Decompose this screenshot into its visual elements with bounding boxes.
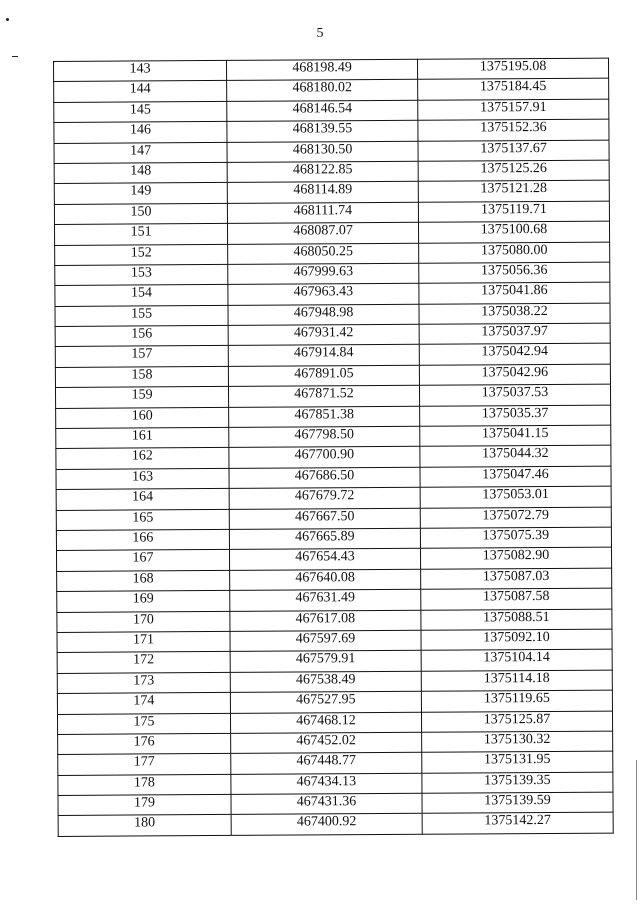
y-coordinate-cell: 1375119.65 [421, 690, 612, 712]
y-coordinate-cell: 1375131.95 [422, 751, 613, 773]
point-number-cell: 146 [54, 122, 227, 143]
y-coordinate-cell: 1375041.86 [419, 282, 610, 304]
point-number-cell: 158 [55, 366, 228, 387]
y-coordinate-cell: 1375195.08 [417, 58, 608, 80]
x-coordinate-cell: 468114.89 [227, 182, 418, 204]
x-coordinate-cell: 468130.50 [227, 141, 418, 163]
y-coordinate-cell: 1375184.45 [418, 78, 609, 100]
point-number-cell: 167 [56, 550, 229, 571]
y-coordinate-cell: 1375042.96 [419, 364, 610, 386]
point-number-cell: 161 [56, 427, 229, 448]
x-coordinate-cell: 467999.63 [228, 263, 419, 285]
y-coordinate-cell: 1375087.03 [421, 568, 612, 590]
x-coordinate-cell: 467914.84 [228, 345, 419, 367]
y-coordinate-cell: 1375104.14 [421, 649, 612, 671]
point-number-cell: 154 [55, 285, 228, 306]
x-coordinate-cell: 467851.38 [229, 406, 420, 428]
y-coordinate-cell: 1375087.58 [421, 588, 612, 610]
x-coordinate-cell: 467963.43 [228, 284, 419, 306]
point-number-cell: 179 [58, 794, 231, 815]
point-number-cell: 149 [54, 183, 227, 204]
x-coordinate-cell: 467665.89 [229, 528, 420, 550]
y-coordinate-cell: 1375142.27 [422, 813, 613, 835]
y-coordinate-cell: 1375088.51 [421, 609, 612, 631]
x-coordinate-cell: 467640.08 [230, 569, 421, 591]
point-number-cell: 145 [54, 101, 227, 122]
coordinates-table-body [54, 58, 614, 836]
x-coordinate-cell: 467617.08 [230, 610, 421, 632]
x-coordinate-cell: 467631.49 [230, 589, 421, 611]
x-coordinate-cell: 467798.50 [229, 426, 420, 448]
y-coordinate-cell: 1375044.32 [420, 446, 611, 468]
y-coordinate-cell: 1375100.68 [418, 221, 609, 243]
x-coordinate-cell: 467538.49 [230, 671, 421, 693]
scan-edge-mark [636, 760, 637, 900]
point-number-cell: 169 [57, 591, 230, 612]
point-number-cell: 172 [57, 652, 230, 673]
y-coordinate-cell: 1375080.00 [419, 242, 610, 264]
coordinates-table-wrapper [53, 58, 614, 837]
x-coordinate-cell: 467579.91 [230, 651, 421, 673]
y-coordinate-cell: 1375082.90 [420, 547, 611, 569]
y-coordinate-cell: 1375075.39 [420, 527, 611, 549]
y-coordinate-cell: 1375056.36 [419, 262, 610, 284]
y-coordinate-cell: 1375037.53 [419, 384, 610, 406]
point-number-cell: 153 [55, 264, 228, 285]
y-coordinate-cell: 1375125.87 [421, 711, 612, 733]
x-coordinate-cell: 467686.50 [229, 467, 420, 489]
point-number-cell: 160 [56, 407, 229, 428]
point-number-cell: 166 [56, 529, 229, 550]
page-number: 5 [316, 26, 324, 41]
y-coordinate-cell: 1375130.32 [422, 731, 613, 753]
point-number-cell: 180 [58, 815, 231, 836]
x-coordinate-cell: 467871.52 [228, 386, 419, 408]
point-number-cell: 162 [56, 448, 229, 469]
x-coordinate-cell: 467679.72 [229, 487, 420, 509]
x-coordinate-cell: 468198.49 [226, 59, 417, 81]
y-coordinate-cell: 1375092.10 [421, 629, 612, 651]
x-coordinate-cell: 468122.85 [227, 161, 418, 183]
table-row [58, 813, 613, 837]
x-coordinate-cell: 467400.92 [231, 814, 422, 836]
y-coordinate-cell: 1375125.26 [418, 160, 609, 182]
point-number-cell: 159 [55, 387, 228, 408]
point-number-cell: 165 [56, 509, 229, 530]
point-number-cell: 144 [54, 81, 227, 102]
x-coordinate-cell: 467448.77 [231, 753, 422, 775]
point-number-cell: 152 [55, 244, 228, 265]
y-coordinate-cell: 1375047.46 [420, 466, 611, 488]
x-coordinate-cell: 467452.02 [231, 732, 422, 754]
y-coordinate-cell: 1375037.97 [419, 323, 610, 345]
y-coordinate-cell: 1375152.36 [418, 119, 609, 141]
x-coordinate-cell: 467891.05 [228, 365, 419, 387]
point-number-cell: 143 [54, 60, 227, 81]
point-number-cell: 163 [56, 468, 229, 489]
y-coordinate-cell: 1375121.28 [418, 180, 609, 202]
x-coordinate-cell: 467931.42 [228, 324, 419, 346]
x-coordinate-cell: 468087.07 [227, 222, 418, 244]
point-number-cell: 164 [56, 489, 229, 510]
x-coordinate-cell: 467700.90 [229, 447, 420, 469]
y-coordinate-cell: 1375035.37 [420, 405, 611, 427]
coordinates-table [53, 58, 614, 837]
point-number-cell: 175 [57, 713, 230, 734]
scan-dash [12, 56, 18, 57]
y-coordinate-cell: 1375157.91 [418, 99, 609, 121]
y-coordinate-cell: 1375041.15 [420, 425, 611, 447]
x-coordinate-cell: 468050.25 [228, 243, 419, 265]
point-number-cell: 178 [58, 774, 231, 795]
point-number-cell: 170 [57, 611, 230, 632]
y-coordinate-cell: 1375119.71 [418, 201, 609, 223]
x-coordinate-cell: 467431.36 [231, 793, 422, 815]
point-number-cell: 157 [55, 346, 228, 367]
x-coordinate-cell: 468111.74 [227, 202, 418, 224]
point-number-cell: 148 [54, 162, 227, 183]
point-number-cell: 171 [57, 631, 230, 652]
point-number-cell: 176 [58, 733, 231, 754]
x-coordinate-cell: 468146.54 [227, 100, 418, 122]
y-coordinate-cell: 1375114.18 [421, 670, 612, 692]
point-number-cell: 174 [57, 693, 230, 714]
point-number-cell: 147 [54, 142, 227, 163]
x-coordinate-cell: 467468.12 [230, 712, 421, 734]
y-coordinate-cell: 1375053.01 [420, 486, 611, 508]
x-coordinate-cell: 467597.69 [230, 630, 421, 652]
y-coordinate-cell: 1375137.67 [418, 140, 609, 162]
x-coordinate-cell: 468180.02 [227, 80, 418, 102]
y-coordinate-cell: 1375042.94 [419, 344, 610, 366]
y-coordinate-cell: 1375139.35 [422, 772, 613, 794]
x-coordinate-cell: 467527.95 [230, 691, 421, 713]
point-number-cell: 151 [54, 224, 227, 245]
y-coordinate-cell: 1375038.22 [419, 303, 610, 325]
point-number-cell: 150 [54, 203, 227, 224]
point-number-cell: 155 [55, 305, 228, 326]
x-coordinate-cell: 467667.50 [229, 508, 420, 530]
x-coordinate-cell: 467948.98 [228, 304, 419, 326]
point-number-cell: 177 [58, 754, 231, 775]
x-coordinate-cell: 467434.13 [231, 773, 422, 795]
point-number-cell: 173 [57, 672, 230, 693]
x-coordinate-cell: 467654.43 [229, 549, 420, 571]
scan-speck [6, 18, 9, 21]
y-coordinate-cell: 1375139.59 [422, 792, 613, 814]
point-number-cell: 156 [55, 326, 228, 347]
x-coordinate-cell: 468139.55 [227, 120, 418, 142]
y-coordinate-cell: 1375072.79 [420, 507, 611, 529]
point-number-cell: 168 [57, 570, 230, 591]
